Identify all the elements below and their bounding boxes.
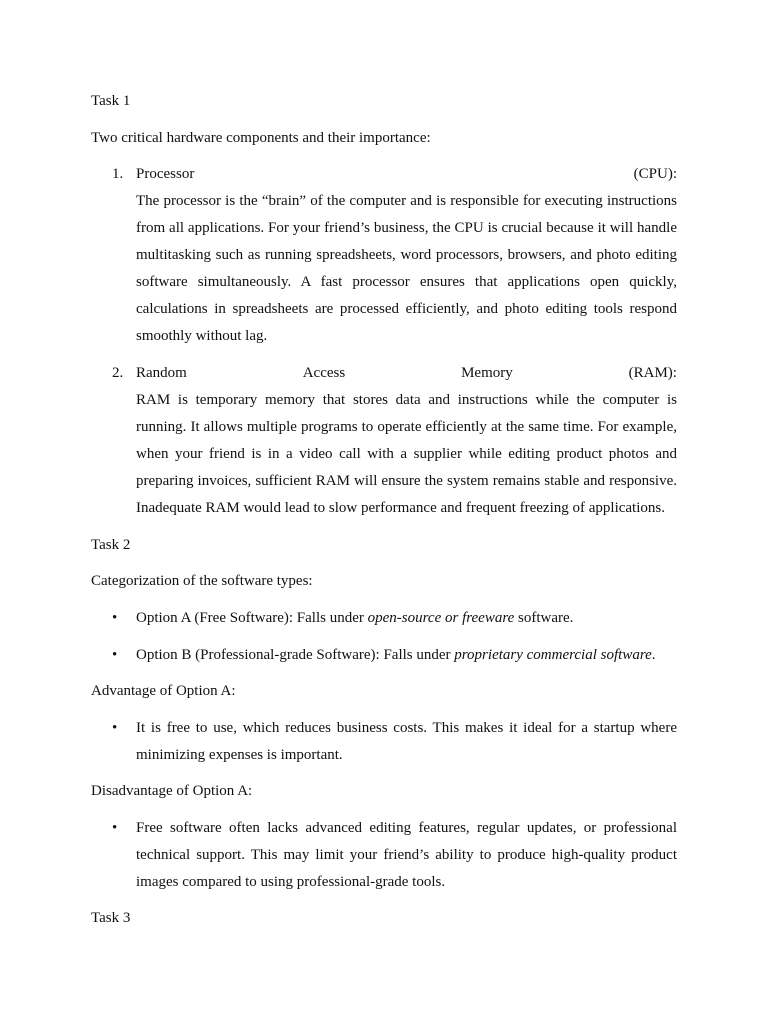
item-title-word: Memory bbox=[461, 365, 513, 381]
item-title bbox=[136, 360, 677, 387]
software-options-list bbox=[91, 605, 677, 669]
hardware-list bbox=[91, 161, 677, 522]
task2-intro: Categorization of the software types: bbox=[91, 573, 313, 589]
option-prefix: Option A (Free Software): Falls under bbox=[136, 609, 368, 626]
bullet-icon: • bbox=[112, 719, 118, 736]
item-title-word: Random bbox=[136, 365, 187, 381]
bullet-icon: • bbox=[112, 609, 118, 626]
task1-heading: Task 1 bbox=[91, 93, 131, 109]
option-prefix: Option B (Professional-grade Software): Falls under bbox=[136, 646, 455, 663]
advantage-text: It is free to use, which reduces business costs. This makes it ideal for a startup where minimizing expenses is important. bbox=[136, 719, 677, 763]
list-item-option-b bbox=[91, 642, 677, 669]
item-title-word: (CPU): bbox=[633, 166, 677, 182]
bullet-icon: • bbox=[112, 819, 118, 836]
option-suffix: software. bbox=[514, 609, 574, 626]
task3-heading: Task 3 bbox=[91, 910, 131, 926]
task1-intro: Two critical hardware components and their importance: bbox=[91, 129, 431, 146]
bullet-icon: • bbox=[112, 646, 118, 663]
item-title bbox=[136, 161, 677, 188]
disadvantage-text: Free software often lacks advanced editing features, regular updates, or professional technical support. This may limit your friend’s ability to produce high-quality product images compared to using professional-grade tools. bbox=[136, 819, 677, 890]
item-title-word: Processor bbox=[136, 166, 195, 182]
list-item-cpu bbox=[91, 161, 677, 350]
option-emphasis: proprietary commercial software bbox=[454, 646, 652, 663]
list-number: 1. bbox=[112, 166, 124, 182]
list-number: 2. bbox=[112, 365, 124, 381]
advantage-list bbox=[91, 715, 677, 769]
disadvantage-list bbox=[91, 815, 677, 896]
advantage-heading: Advantage of Option A: bbox=[91, 683, 236, 699]
item-body: The processor is the “brain” of the computer and is responsible for executing instructions from all applications. For your friend’s business, the CPU is crucial because it will handle multitasking such as running spreadsheets, word processors, browsers, and photo editing software simultaneously. A fast processor ensures that applications open quickly, calculations in spreadsheets are processed efficiently, and photo editing tools respond smoothly without lag. bbox=[136, 193, 677, 344]
item-body: RAM is temporary memory that stores data and instructions while the computer is running. It allows multiple programs to operate efficiently at the same time. For example, when your friend is in a video call with a supplier while editing product photos and preparing invoices, sufficient RAM will ensure the system remains stable and responsive. Inadequate RAM would lead to slow performance and frequent freezing of applications. bbox=[136, 392, 677, 516]
list-item-option-a bbox=[91, 605, 677, 632]
option-emphasis: open-source or freeware bbox=[367, 609, 515, 626]
list-item-disadvantage bbox=[91, 815, 677, 896]
list-item-ram bbox=[91, 360, 677, 522]
item-title-word: (RAM): bbox=[628, 365, 677, 381]
list-item-advantage bbox=[91, 715, 677, 769]
document-page bbox=[91, 88, 677, 942]
item-title-word: Access bbox=[302, 365, 346, 381]
task2-heading: Task 2 bbox=[91, 536, 131, 553]
option-suffix: . bbox=[651, 646, 656, 663]
disadvantage-heading: Disadvantage of Option A: bbox=[91, 783, 253, 799]
